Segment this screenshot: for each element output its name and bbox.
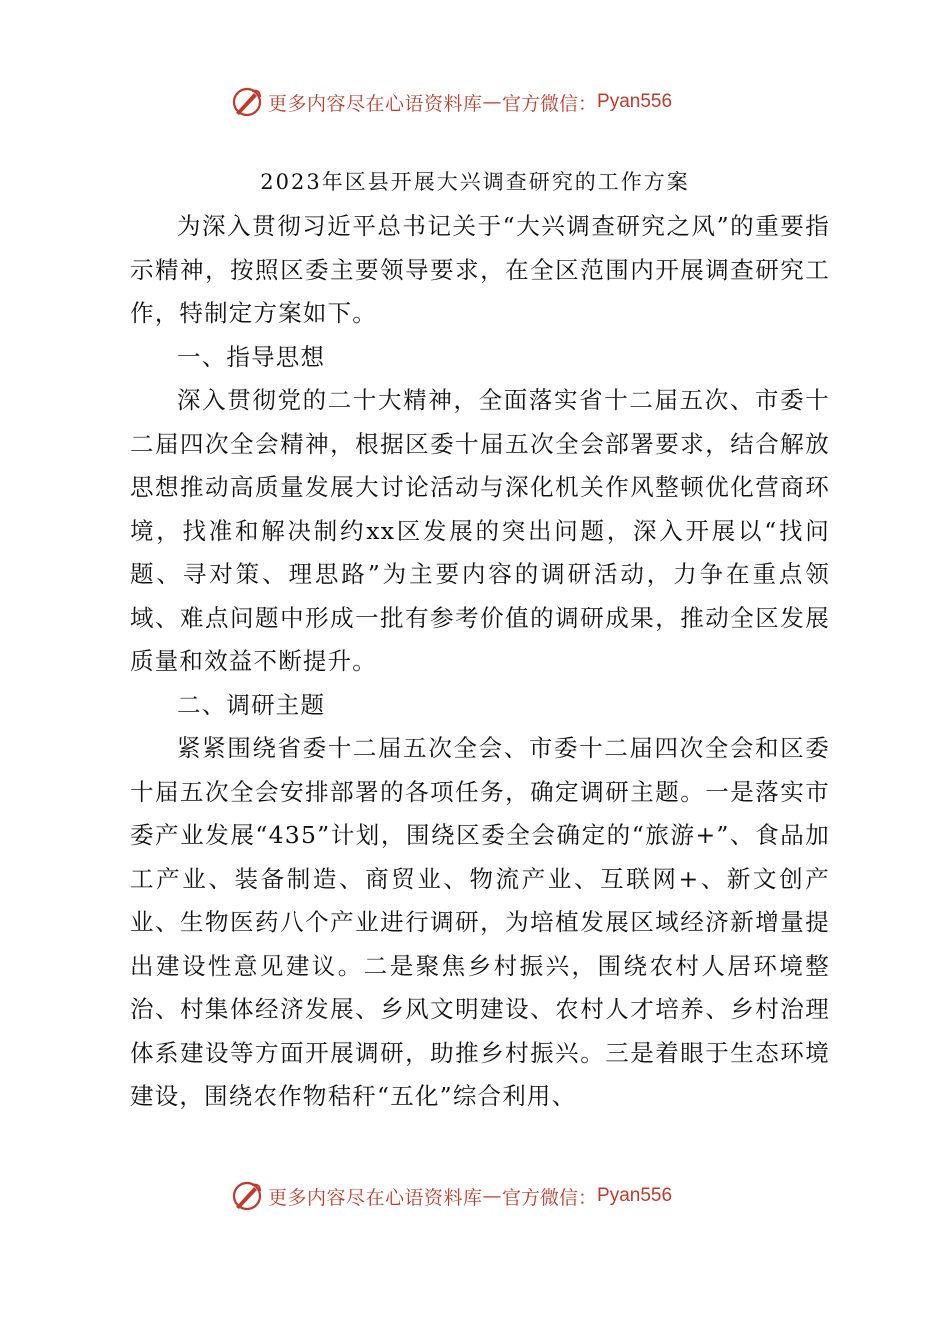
watermark-brand: 更多内容尽在心语资料库	[268, 92, 483, 115]
watermark-wechat-id: Pyan556	[597, 91, 673, 112]
watermark-wechat-label: 官方微信：	[502, 1186, 598, 1209]
watermark-dash: —	[482, 91, 503, 113]
watermark-dash: —	[482, 1185, 503, 1207]
watermark-banner-bottom	[230, 1178, 730, 1214]
pen-logo-icon	[230, 1179, 264, 1213]
guiding-thought-paragraph: 深入贯彻党的二十大精神，全面落实省十二届五次、市委十二届四次全会精神，根据区委十届五次全会部署要求，结合解放思想推动高质量发展大讨论活动与深化机关作风整顿优化营商环境，找准和解决制约xx区发展的突出问题，深入开展以“找问题、寻对策、理思路”为主要内容的调研活动，力争在重点领域、难点问题中形成一批有参考价值的调研成果，推动全区发展质量和效益不断提升。	[130, 386, 830, 675]
document-body	[130, 205, 830, 1119]
research-theme-paragraph: 紧紧围绕省委十二届五次全会、市委十二届四次全会和区委十届五次全会安排部署的各项任务，确定调研主题。一是落实市委产业发展“435”计划，围绕区委全会确定的“旅游+”、食品加工产业、装备制造、商贸业、物流产业、互联网+、新文创产业、生物医药八个产业进行调研，为培植发展区域经济新增量提出建设性意见建议。二是聚焦乡村振兴，围绕农村人居环境整治、村集体经济发展、乡风文明建设、农村人才培养、乡村治理体系建设等方面开展调研，助推乡村振兴。三是着眼于生态环境建设，围绕农作物秸秆“五化”综合利用、	[130, 734, 830, 1110]
watermark-wechat-id: Pyan556	[597, 1185, 673, 1206]
intro-paragraph: 为深入贯彻习近平总书记关于“大兴调查研究之风”的重要指示精神，按照区委主要领导要求，在全区范围内开展调查研究工作，特制定方案如下。	[130, 212, 830, 327]
watermark-brand: 更多内容尽在心语资料库	[268, 1186, 483, 1209]
watermark-banner-top	[230, 84, 730, 120]
document-title: 2023年区县开展大兴调查研究的工作方案	[260, 170, 690, 194]
pen-logo-icon	[230, 85, 264, 119]
section-heading-research-theme: 二、调研主题	[177, 690, 326, 719]
section-heading-guiding-thought: 一、指导思想	[177, 342, 326, 371]
watermark-wechat-label: 官方微信：	[502, 92, 598, 115]
